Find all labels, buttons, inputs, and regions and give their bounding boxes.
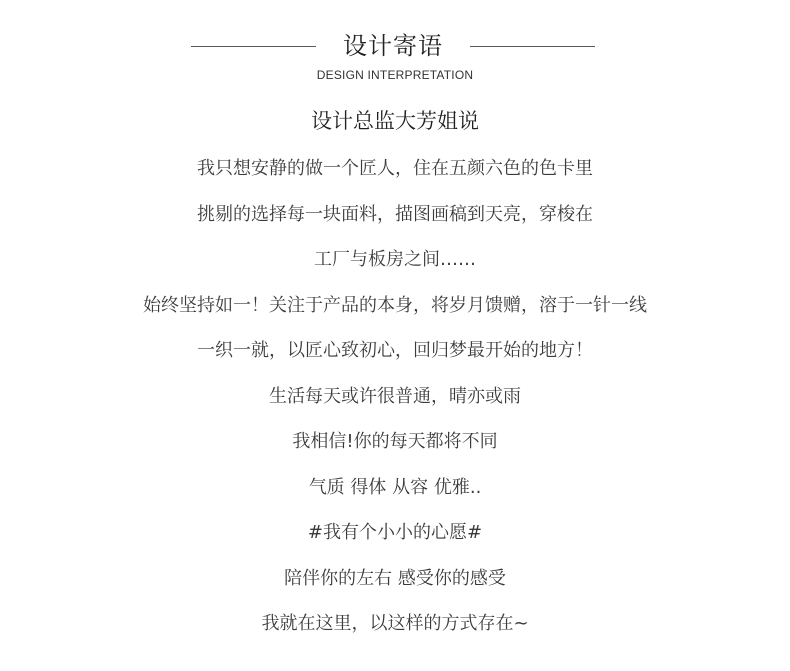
section-subtitle: DESIGN INTERPRETATION: [316, 68, 474, 82]
message-line: 我只想安静的做一个匠人，住在五颜六色的色卡里: [197, 158, 593, 179]
message-line: 陪伴你的左右 感受你的感受: [284, 567, 506, 589]
message-line: 始终坚持如一！关注于产品的本身，将岁月馈赠，溶于一针一线: [143, 294, 647, 316]
message-line: 生活每天或许很普通，晴亦或雨: [269, 385, 521, 407]
message-line: 我就在这里，以这样的方式存在~: [261, 613, 529, 634]
right-divider-line: [470, 46, 595, 47]
message-line: 工厂与板房之间……: [314, 249, 476, 270]
section-title: 设计寄语: [343, 32, 443, 60]
message-line: 一织一就，以匠心致初心，回归梦最开始的地方！: [197, 340, 593, 361]
message-line: #我有个小小的心愿#: [307, 522, 483, 543]
message-line: 气质 得体 从容 优雅..: [308, 476, 482, 498]
message-lines: [0, 154, 790, 655]
message-line: 我相信!你的每天都将不同: [292, 431, 498, 452]
message-line: 挑剔的选择每一块面料，描图画稿到天亮，穿梭在: [197, 203, 593, 225]
left-divider-line: [191, 46, 316, 47]
speaker-heading: 设计总监大芳姐说: [311, 109, 479, 133]
section-header: [0, 26, 790, 66]
